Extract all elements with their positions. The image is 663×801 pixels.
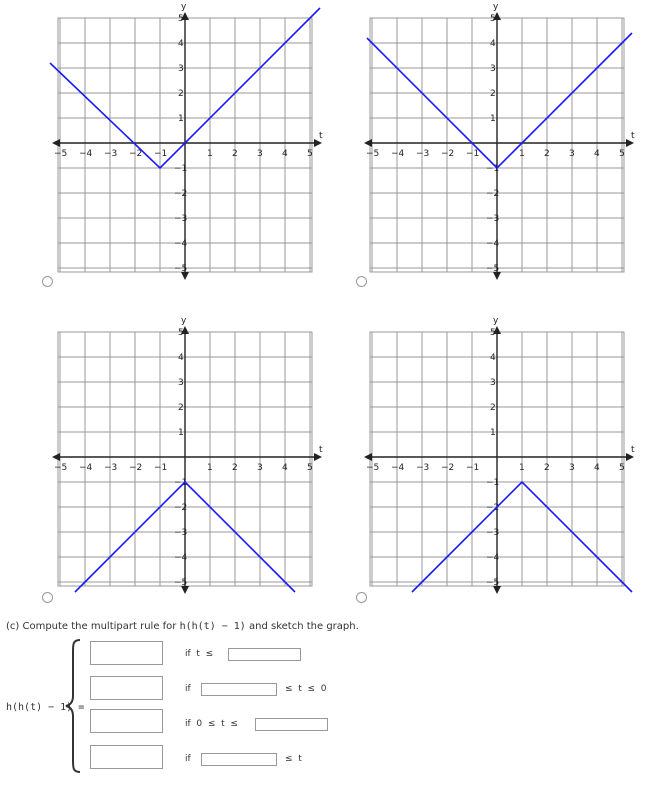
condition-label-1a: if t ≤ bbox=[185, 649, 214, 659]
y-tick-label: 4 bbox=[178, 39, 184, 49]
x-tick-label: 4 bbox=[594, 149, 600, 159]
x-axis-label: t bbox=[631, 445, 635, 455]
y-tick-label: −4 bbox=[174, 553, 188, 563]
y-tick-label: 4 bbox=[490, 39, 496, 49]
condition-input-3[interactable] bbox=[255, 718, 328, 731]
graph-svg-2 bbox=[362, 2, 647, 293]
x-tick-label: −4 bbox=[79, 463, 93, 473]
y-tick-label: 1 bbox=[490, 114, 496, 124]
y-tick-label: −3 bbox=[486, 214, 500, 224]
x-tick-label: 2 bbox=[544, 149, 550, 159]
graph-option-1 bbox=[50, 2, 335, 297]
x-tick-label: 1 bbox=[207, 463, 213, 473]
expression-input-3[interactable] bbox=[90, 709, 163, 733]
x-tick-label: 3 bbox=[257, 463, 263, 473]
y-tick-label: −1 bbox=[174, 478, 188, 488]
x-tick-label: 3 bbox=[257, 149, 263, 159]
x-tick-label: −1 bbox=[154, 149, 168, 159]
y-tick-label: −2 bbox=[174, 189, 188, 199]
x-tick-label: 5 bbox=[619, 149, 625, 159]
y-tick-label: 2 bbox=[178, 403, 184, 413]
x-tick-label: −3 bbox=[104, 149, 118, 159]
x-tick-label: 4 bbox=[282, 149, 288, 159]
y-tick-label: 5 bbox=[490, 14, 496, 24]
left-brace bbox=[64, 638, 84, 774]
y-tick-label: −1 bbox=[486, 164, 500, 174]
x-axis-arrow-left bbox=[364, 453, 372, 461]
function-graph-line bbox=[367, 33, 632, 168]
x-tick-label: −4 bbox=[79, 149, 93, 159]
question-text bbox=[6, 621, 359, 632]
x-axis-arrow-left bbox=[52, 453, 60, 461]
x-tick-label: −5 bbox=[366, 149, 380, 159]
y-tick-label: 1 bbox=[490, 428, 496, 438]
y-axis-label: y bbox=[493, 2, 499, 12]
y-tick-label: −5 bbox=[174, 264, 188, 274]
x-tick-label: −4 bbox=[391, 463, 405, 473]
x-tick-label: 3 bbox=[569, 149, 575, 159]
piecewise-lhs: h(h(t) − 1) = bbox=[6, 702, 85, 713]
y-tick-label: 3 bbox=[490, 64, 496, 74]
x-tick-label: −5 bbox=[366, 463, 380, 473]
y-tick-label: −2 bbox=[486, 503, 500, 513]
y-tick-label: −3 bbox=[174, 214, 188, 224]
x-tick-label: 4 bbox=[594, 463, 600, 473]
x-tick-label: −2 bbox=[441, 463, 455, 473]
x-tick-label: 2 bbox=[232, 149, 238, 159]
y-tick-label: −4 bbox=[486, 553, 500, 563]
y-tick-label: −1 bbox=[174, 164, 188, 174]
question-suffix: and sketch the graph. bbox=[245, 621, 359, 632]
question-function: h(h(t) − 1) bbox=[179, 621, 246, 632]
x-tick-label: 3 bbox=[569, 463, 575, 473]
expression-input-2[interactable] bbox=[90, 676, 163, 700]
x-tick-label: −1 bbox=[466, 463, 480, 473]
x-axis-arrow-left bbox=[52, 139, 60, 147]
y-tick-label: −2 bbox=[174, 503, 188, 513]
y-tick-label: −5 bbox=[486, 578, 500, 588]
condition-input-2[interactable] bbox=[201, 683, 277, 696]
x-tick-label: 1 bbox=[519, 149, 525, 159]
x-tick-label: −2 bbox=[129, 463, 143, 473]
question-prefix: (c) Compute the multipart rule for bbox=[6, 621, 180, 632]
y-tick-label: −5 bbox=[486, 264, 500, 274]
x-tick-label: −4 bbox=[391, 149, 405, 159]
expression-input-1[interactable] bbox=[90, 641, 163, 665]
y-axis-label: y bbox=[181, 316, 187, 326]
y-tick-label: 3 bbox=[490, 378, 496, 388]
condition-label-4b: ≤ t bbox=[285, 754, 302, 764]
y-axis-label: y bbox=[181, 2, 187, 12]
y-tick-label: −3 bbox=[174, 528, 188, 538]
y-tick-label: 5 bbox=[490, 328, 496, 338]
condition-label-2b: ≤ t ≤ 0 bbox=[285, 684, 327, 694]
x-tick-label: 5 bbox=[307, 463, 313, 473]
y-tick-label: −3 bbox=[486, 528, 500, 538]
x-tick-label: 2 bbox=[544, 463, 550, 473]
x-tick-label: −1 bbox=[466, 149, 480, 159]
x-tick-label: 4 bbox=[282, 463, 288, 473]
y-tick-label: −1 bbox=[486, 478, 500, 488]
x-axis-label: t bbox=[319, 445, 323, 455]
x-tick-label: −3 bbox=[104, 463, 118, 473]
x-tick-label: −3 bbox=[416, 149, 430, 159]
y-tick-label: −5 bbox=[174, 578, 188, 588]
x-tick-label: 1 bbox=[519, 463, 525, 473]
x-tick-label: −3 bbox=[416, 463, 430, 473]
x-tick-label: −5 bbox=[54, 149, 68, 159]
x-tick-label: −2 bbox=[441, 149, 455, 159]
x-axis-label: t bbox=[319, 131, 323, 141]
graph-option-3 bbox=[50, 316, 335, 611]
graph-svg-3 bbox=[50, 316, 335, 607]
graph-option-4 bbox=[362, 316, 647, 611]
y-tick-label: −4 bbox=[174, 239, 188, 249]
condition-label-3a: if 0 ≤ t ≤ bbox=[185, 719, 238, 729]
condition-label-2a: if bbox=[185, 684, 191, 694]
condition-input-4[interactable] bbox=[201, 753, 277, 766]
y-tick-label: 1 bbox=[178, 114, 184, 124]
y-tick-label: 4 bbox=[178, 353, 184, 363]
x-axis-arrow-left bbox=[364, 139, 372, 147]
x-axis-label: t bbox=[631, 131, 635, 141]
y-tick-label: 2 bbox=[178, 89, 184, 99]
y-tick-label: −4 bbox=[486, 239, 500, 249]
x-tick-label: 2 bbox=[232, 463, 238, 473]
x-tick-label: 1 bbox=[207, 149, 213, 159]
y-axis-label: y bbox=[493, 316, 499, 326]
graph-option-2 bbox=[362, 2, 647, 297]
graph-svg-1 bbox=[50, 2, 335, 293]
expression-input-4[interactable] bbox=[90, 745, 163, 769]
y-tick-label: 4 bbox=[490, 353, 496, 363]
y-tick-label: 5 bbox=[178, 14, 184, 24]
y-tick-label: 1 bbox=[178, 428, 184, 438]
condition-label-4a: if bbox=[185, 754, 191, 764]
y-tick-label: 5 bbox=[178, 328, 184, 338]
x-tick-label: 5 bbox=[619, 463, 625, 473]
x-tick-label: −2 bbox=[129, 149, 143, 159]
y-tick-label: 2 bbox=[490, 403, 496, 413]
y-tick-label: −2 bbox=[486, 189, 500, 199]
condition-input-1[interactable] bbox=[228, 648, 301, 661]
y-tick-label: 2 bbox=[490, 89, 496, 99]
x-tick-label: 5 bbox=[307, 149, 313, 159]
x-tick-label: −1 bbox=[154, 463, 168, 473]
y-tick-label: 3 bbox=[178, 378, 184, 388]
graph-svg-4 bbox=[362, 316, 647, 607]
y-tick-label: 3 bbox=[178, 64, 184, 74]
x-tick-label: −5 bbox=[54, 463, 68, 473]
